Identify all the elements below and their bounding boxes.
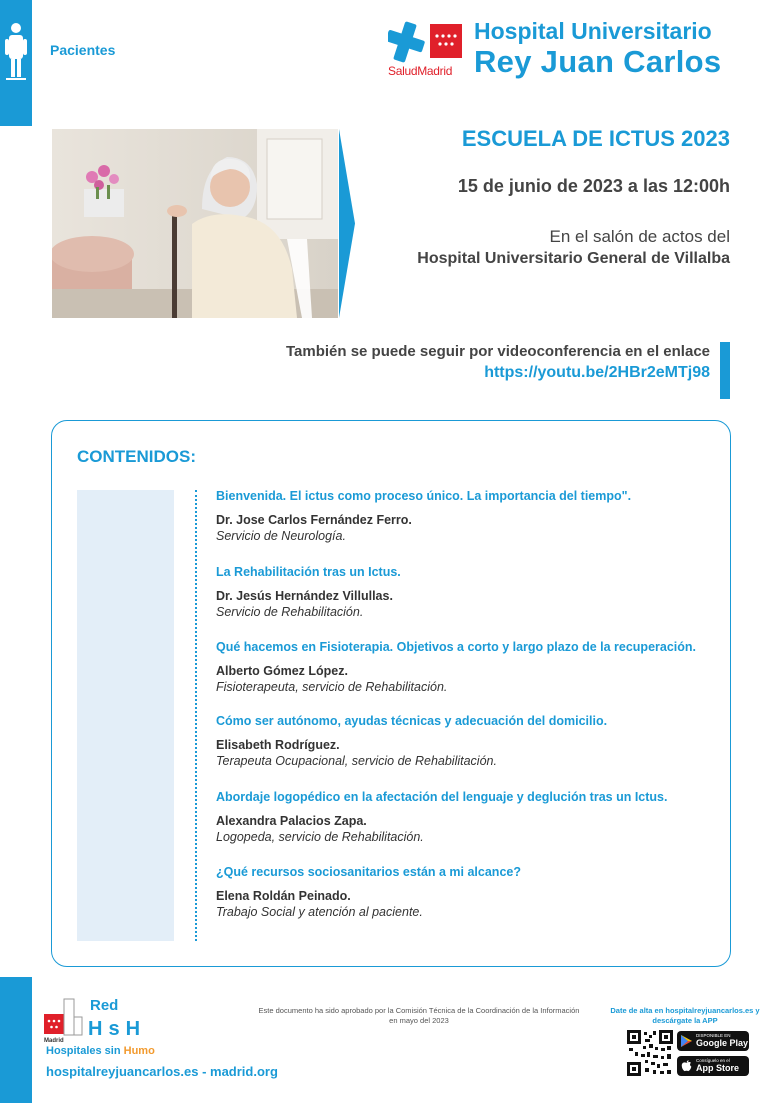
app-store-label: App Store (696, 1063, 740, 1073)
event-date: 15 de junio de 2023 a las 12:00h (457, 176, 730, 196)
google-play-small-label: DISPONIBLE EN (696, 1033, 731, 1038)
speaker-name: Elisabeth Rodríguez. (216, 738, 340, 752)
videoconference-notice: También se puede seguir por videoconferencia en el enlace (285, 343, 710, 360)
venue-intro: En el salón de actos del (549, 227, 730, 246)
session-item (216, 789, 721, 845)
youtube-link[interactable]: https://youtu.be/2HBr2eMTj98 (484, 364, 710, 381)
session-item (216, 864, 721, 920)
speaker-name: Elena Roldán Peinado. (216, 889, 351, 903)
footer-website-link[interactable]: hospitalreyjuancarlos.es - madrid.org (46, 1064, 278, 1079)
speaker-name: Dr. Jesús Hernández Villullas. (216, 589, 393, 603)
red-word: Red (90, 997, 119, 1014)
speaker-name: Dr. Jose Carlos Fernández Ferro. (216, 513, 412, 527)
session-title: ¿Qué recursos sociosanitarios están a mi alcance? (216, 865, 521, 879)
hsh-logotype: HsH (88, 1018, 147, 1040)
contents-dotted-divider (195, 490, 197, 941)
speaker-name: Alexandra Palacios Zapa. (216, 814, 367, 828)
apple-icon (681, 1060, 692, 1072)
red-hsh-caption (46, 1045, 155, 1057)
link-accent-bar (720, 342, 730, 399)
speaker-name: Alberto Gómez López. (216, 664, 348, 678)
speaker-role: Terapeuta Ocupacional, servicio de Rehabilitación. (216, 754, 497, 768)
speaker-role: Trabajo Social y atención al paciente. (216, 905, 423, 919)
session-title: Qué hacemos en Fisioterapia. Objetivos a corto y largo plazo de la recuperación. (216, 640, 697, 654)
session-title: Abordaje logopédico en la afectación del lenguaje y deglución tras un Ictus. (216, 790, 668, 804)
elderly-woman-photo (52, 129, 338, 318)
session-item (216, 564, 721, 620)
google-play-icon (681, 1035, 692, 1047)
speaker-role: Servicio de Neurología. (216, 529, 346, 543)
qr-code-icon (627, 1030, 673, 1076)
speaker-role: Servicio de Rehabilitación. (216, 605, 364, 619)
salud-madrid-wordmark: SaludMadrid (388, 64, 453, 78)
footer-accent-bar (0, 977, 32, 1103)
red-hsh-caption-humo: Humo (123, 1045, 155, 1057)
speaker-role: Fisioterapeuta, servicio de Rehabilitación. (216, 680, 448, 694)
session-item (216, 713, 721, 769)
session-item (216, 639, 721, 695)
hospital-name-line2: Rey Juan Carlos (474, 44, 722, 79)
venue-name: Hospital Universitario General de Villalba (417, 250, 730, 267)
session-title: Bienvenida. El ictus como proceso único. La importancia del tiempo". (216, 489, 632, 503)
red-hsh-logo-icon (42, 995, 167, 1045)
patient-icon (3, 20, 29, 86)
session-title: Cómo ser autónomo, ayudas técnicas y adecuación del domicilio. (216, 714, 608, 728)
speaker-role: Logopeda, servicio de Rehabilitación. (216, 830, 424, 844)
app-store-button[interactable] (677, 1056, 749, 1076)
app-download-caption: Date de alta en hospitalreyjuancarlos.es y descárgate la APP (610, 1006, 760, 1025)
contents-side-strip (77, 490, 174, 941)
event-title: ESCUELA DE ICTUS 2023 (461, 126, 730, 151)
red-hsh-caption-main: Hospitales sin (46, 1045, 124, 1057)
madrid-tag: Madrid (44, 1038, 64, 1044)
section-label: Pacientes (50, 42, 116, 58)
session-item (216, 488, 721, 544)
google-play-label: Google Play (696, 1038, 749, 1048)
session-title: La Rehabilitación tras un Ictus. (216, 565, 401, 579)
contents-heading: CONTENIDOS: (77, 447, 196, 466)
approval-note: Este documento ha sido aprobado por la Comisión Técnica de la Coordinación de la Información en mayo del 2023 (258, 1006, 580, 1025)
app-store-small-label: Consíguelo en el (696, 1058, 730, 1063)
photo-arrow-icon (339, 129, 355, 318)
google-play-button[interactable] (677, 1031, 749, 1051)
hospital-name-line1: Hospital Universitario (474, 18, 712, 44)
